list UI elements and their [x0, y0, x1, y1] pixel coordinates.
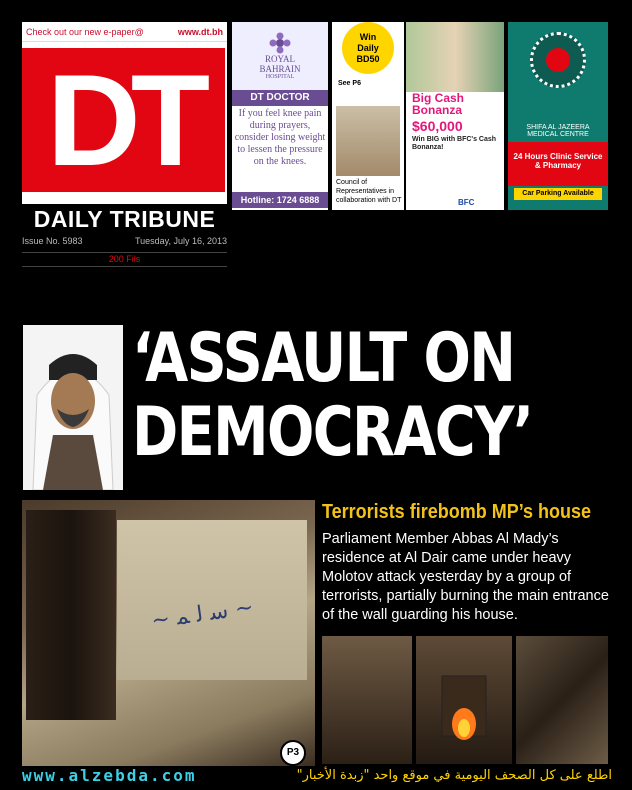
story-photo — [416, 636, 512, 764]
dt-doctor-header: DT DOCTOR — [232, 90, 328, 106]
badge-line-2: Daily — [357, 42, 379, 53]
dt-logo: DT — [22, 48, 225, 192]
clinic-logo-icon — [530, 32, 586, 88]
portrait-photo — [23, 325, 123, 490]
lead-headline — [132, 319, 533, 472]
fire-icon — [416, 636, 512, 764]
bfc-logo: BFC — [458, 198, 475, 207]
website-link[interactable]: www.dt.bh — [177, 26, 223, 37]
page-reference: See P6 — [338, 80, 361, 87]
health-tip: If you feel knee pain during prayers, consider losing weight to lessen the pressure on the knees. — [234, 108, 326, 167]
clinic-name: SHIFA AL JAZEERA MEDICAL CENTRE — [526, 124, 590, 138]
issue-row — [22, 236, 227, 250]
divider — [22, 266, 227, 267]
issue-date: Tuesday, July 16, 2013 — [134, 236, 227, 246]
newspaper-name: DAILY TRIBUNE — [22, 204, 227, 238]
portrait-figure-icon — [23, 325, 123, 490]
hospital-brand-2: BAHRAIN — [259, 64, 301, 74]
flower-emblem-icon — [267, 32, 293, 54]
hospital-brand-1: ROYAL — [264, 54, 295, 64]
graffiti: ~ ﺳ ﻟ ﻤ ~ — [149, 594, 256, 634]
burned-door — [26, 510, 116, 720]
lead-body: Parliament Member Abbas Al Mady’s residence at Al Dair came under heavy Molotov attack yesterday by a group of terrorists, partially burning the main entrance of the wall guarding his house. — [322, 531, 609, 623]
badge-line-3: BD50 — [356, 53, 380, 64]
lead-photo — [22, 500, 315, 766]
footer-arabic: اطلع على كل الصحف اليومية في موقع واحد "زبدة الأخبار" — [296, 768, 612, 783]
bfc-ad[interactable] — [406, 22, 504, 210]
clinic-emblem — [546, 48, 570, 72]
hospital-ad[interactable] — [232, 22, 328, 210]
bonanza-title: Big Cash Bonanza — [412, 91, 465, 117]
masthead-topline — [22, 22, 227, 42]
hotline: Hotline: 1724 6888 — [232, 192, 328, 208]
win-badge — [342, 22, 394, 74]
clinic-ad[interactable] — [508, 22, 608, 210]
divider — [22, 252, 227, 253]
headline-line-2: DEMOCRACY’ — [132, 393, 533, 472]
hospital-logo — [232, 22, 328, 90]
hospital-brand-3: HOSPITAL — [265, 74, 295, 80]
issue-number: Issue No. 5983 — [22, 236, 83, 246]
headline-line-1: ‘ASSAULT ON — [132, 319, 515, 398]
story-photo — [322, 636, 412, 764]
bonanza-tagline: Win BIG with BFC's Cash Bonanza! — [412, 136, 497, 151]
badge-line-1: Win — [359, 31, 377, 42]
story-photo — [516, 636, 608, 764]
building-image — [336, 106, 400, 176]
footer-site[interactable]: www.alzebda.com — [22, 766, 197, 785]
masthead — [22, 22, 227, 204]
price: 200 Fils — [108, 254, 141, 264]
page-ref-badge[interactable]: P3 — [280, 740, 306, 766]
council-ad[interactable] — [332, 22, 404, 210]
bonanza-amount: $60,000 — [412, 118, 463, 134]
council-text: Council of Representatives in collaboration with DT — [336, 179, 402, 204]
parking-label: Car Parking Available — [514, 188, 602, 200]
cash-image — [406, 22, 504, 92]
lead-subhead: Terrorists firebomb MP’s house — [322, 501, 592, 523]
clinic-hours: 24 Hours Clinic Service & Pharmacy — [513, 152, 603, 170]
epaper-prompt[interactable]: Check out our new e-paper@ — [26, 26, 144, 37]
